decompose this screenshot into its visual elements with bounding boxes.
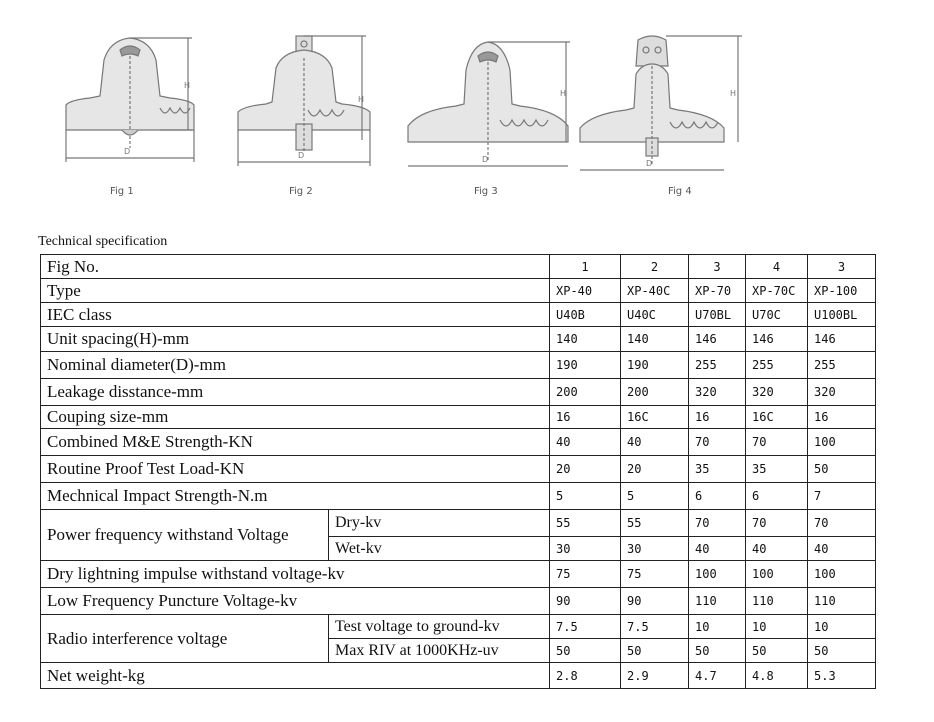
figure-strip	[0, 0, 934, 230]
cell: 100	[808, 561, 876, 588]
cell: 110	[689, 588, 746, 615]
row-label: Net weight-kg	[41, 663, 550, 689]
row-net-weight	[41, 663, 876, 689]
cell: 320	[689, 379, 746, 406]
cell: 4.8	[746, 663, 808, 689]
cell: 200	[550, 379, 621, 406]
cell: 50	[808, 639, 876, 663]
insulator-clevis-tongue-icon	[234, 30, 374, 170]
figure-1-caption: Fig 1	[110, 186, 134, 197]
cell: 6	[689, 483, 746, 510]
cell: 3	[808, 255, 876, 279]
cell: 70	[689, 429, 746, 456]
cell: 40	[808, 537, 876, 561]
cell: U40B	[550, 303, 621, 327]
sub-row-label: Test voltage to ground-kv	[329, 615, 550, 639]
row-label: Mechnical Impact Strength-N.m	[41, 483, 550, 510]
insulator-ball-socket-icon	[60, 30, 200, 170]
cell: 40	[621, 429, 689, 456]
row-label: Unit spacing(H)-mm	[41, 327, 550, 352]
cell: 110	[808, 588, 876, 615]
sub-row-label: Dry-kv	[329, 510, 550, 537]
cell: 50	[550, 639, 621, 663]
cell: 35	[689, 456, 746, 483]
figure-4-caption: Fig 4	[668, 186, 692, 197]
section-title: Technical specification	[38, 234, 168, 249]
cell: U70C	[746, 303, 808, 327]
cell: 40	[689, 537, 746, 561]
cell: 200	[621, 379, 689, 406]
figure-3	[404, 30, 574, 170]
figure-4	[576, 30, 748, 175]
row-coupling-size	[41, 406, 876, 429]
insulator-ball-socket-wide-icon	[404, 30, 574, 170]
row-type	[41, 279, 876, 303]
row-label: Type	[41, 279, 550, 303]
cell: U70BL	[689, 303, 746, 327]
cell: 70	[689, 510, 746, 537]
insulator-clevis-wide-icon	[576, 30, 748, 175]
cell: 90	[550, 588, 621, 615]
cell: 140	[621, 327, 689, 352]
cell: 50	[808, 456, 876, 483]
row-label: Radio interference voltage	[41, 615, 329, 663]
figure-3-caption: Fig 3	[474, 186, 498, 197]
cell: 320	[808, 379, 876, 406]
height-dimension-label: H	[184, 81, 191, 90]
height-dimension-label: H	[730, 89, 737, 98]
cell: 50	[746, 639, 808, 663]
height-dimension-label: H	[358, 95, 365, 104]
cell: 255	[746, 352, 808, 379]
cell: 320	[746, 379, 808, 406]
cell: 146	[746, 327, 808, 352]
cell: 2.8	[550, 663, 621, 689]
cell: XP-100	[808, 279, 876, 303]
cell: 5	[550, 483, 621, 510]
cell: 16C	[746, 406, 808, 429]
cell: 35	[746, 456, 808, 483]
cell: 30	[550, 537, 621, 561]
cell: 255	[689, 352, 746, 379]
row-label: Fig No.	[41, 255, 550, 279]
spec-table	[40, 254, 876, 689]
cell: 7.5	[550, 615, 621, 639]
cell: 100	[746, 561, 808, 588]
row-lightning-impulse	[41, 561, 876, 588]
cell: 70	[746, 510, 808, 537]
cell: 100	[808, 429, 876, 456]
cell: 255	[808, 352, 876, 379]
cell: 16	[689, 406, 746, 429]
cell: 5	[621, 483, 689, 510]
cell: 190	[621, 352, 689, 379]
cell: 100	[689, 561, 746, 588]
cell: 7	[808, 483, 876, 510]
cell: 16C	[621, 406, 689, 429]
row-label: Leakage disstance-mm	[41, 379, 550, 406]
cell: 1	[550, 255, 621, 279]
row-unit-spacing	[41, 327, 876, 352]
diameter-dimension-label: D	[298, 151, 305, 160]
cell: 4.7	[689, 663, 746, 689]
cell: 20	[621, 456, 689, 483]
cell: 2	[621, 255, 689, 279]
row-label: Dry lightning impulse withstand voltage-kv	[41, 561, 550, 588]
cell: 16	[808, 406, 876, 429]
cell: 3	[689, 255, 746, 279]
cell: 5.3	[808, 663, 876, 689]
row-label: Couping size-mm	[41, 406, 550, 429]
cell: 40	[746, 537, 808, 561]
cell: 140	[550, 327, 621, 352]
cell: 50	[621, 639, 689, 663]
cell: 2.9	[621, 663, 689, 689]
row-radio-test-voltage	[41, 615, 876, 639]
cell: 6	[746, 483, 808, 510]
cell: XP-70	[689, 279, 746, 303]
row-iec-class	[41, 303, 876, 327]
cell: 4	[746, 255, 808, 279]
sub-row-label: Max RIV at 1000KHz-uv	[329, 639, 550, 663]
figure-1	[60, 30, 200, 170]
row-nominal-diameter	[41, 352, 876, 379]
cell: U100BL	[808, 303, 876, 327]
cell: 10	[689, 615, 746, 639]
row-combined-strength	[41, 429, 876, 456]
diameter-dimension-label: D	[482, 155, 489, 164]
row-puncture-voltage	[41, 588, 876, 615]
figure-2	[234, 30, 374, 170]
sub-row-label: Wet-kv	[329, 537, 550, 561]
row-label: IEC class	[41, 303, 550, 327]
cell: 16	[550, 406, 621, 429]
row-label: Routine Proof Test Load-KN	[41, 456, 550, 483]
cell: 40	[550, 429, 621, 456]
cell: 146	[689, 327, 746, 352]
cell: 75	[621, 561, 689, 588]
cell: 30	[621, 537, 689, 561]
cell: XP-40	[550, 279, 621, 303]
row-label: Power frequency withstand Voltage	[41, 510, 329, 561]
height-dimension-label: H	[560, 89, 567, 98]
cell: XP-70C	[746, 279, 808, 303]
cell: 190	[550, 352, 621, 379]
cell: 7.5	[621, 615, 689, 639]
row-label: Nominal diameter(D)-mm	[41, 352, 550, 379]
cell: 55	[550, 510, 621, 537]
cell: 110	[746, 588, 808, 615]
row-mechanical-impact	[41, 483, 876, 510]
cell: 55	[621, 510, 689, 537]
row-fig-no	[41, 255, 876, 279]
cell: U40C	[621, 303, 689, 327]
cell: 20	[550, 456, 621, 483]
cell: 50	[689, 639, 746, 663]
cell: 75	[550, 561, 621, 588]
cell: 146	[808, 327, 876, 352]
figure-2-caption: Fig 2	[289, 186, 313, 197]
row-routine-proof	[41, 456, 876, 483]
diameter-dimension-label: D	[124, 147, 131, 156]
cell: 70	[746, 429, 808, 456]
row-label: Low Frequency Puncture Voltage-kv	[41, 588, 550, 615]
cell: 10	[808, 615, 876, 639]
cell: 70	[808, 510, 876, 537]
row-power-frequency-dry	[41, 510, 876, 537]
diameter-dimension-label: D	[646, 159, 653, 168]
row-label: Combined M&E Strength-KN	[41, 429, 550, 456]
cell: 90	[621, 588, 689, 615]
cell: 10	[746, 615, 808, 639]
cell: XP-40C	[621, 279, 689, 303]
row-leakage-distance	[41, 379, 876, 406]
